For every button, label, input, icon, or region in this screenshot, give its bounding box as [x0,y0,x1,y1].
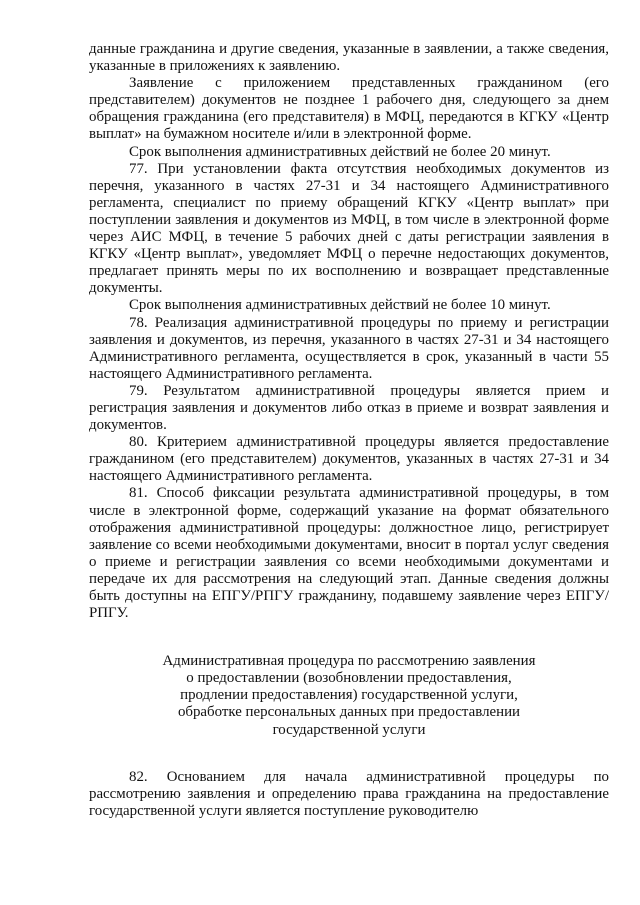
section-heading-line: Административная процедура по рассмотрению заявления [162,653,536,670]
paragraph-77: 77. При установлении факта отсутствия необходимых документов из перечня, указанного в частях 27-31 и 34 настоящего Административного регламента, специалист по приему обращений КГКУ «Центр выплат» при поступлении заявления и документов из МФЦ, в том числе в электронной форме через АИС МФЦ, в течение 5 рабочих дней с даты регистрации заявления в КГКУ «Центр выплат», уведомляет МФЦ о перечне недостающих документов, предлагает принять меры по их восполнению и возвращает представленные документы. [89,160,609,297]
section-heading-line: обработке персональных данных при предоставлении [177,704,521,721]
section-heading-line: о предоставлении (возобновлении предоставления, [186,670,512,687]
section-heading-line: государственной услуги [272,721,426,738]
paragraph-continuation: данные гражданина и другие сведения, указанные в заявлении, а также сведения, указанные в приложениях к заявлению. [89,41,609,75]
paragraph-term-20-minutes: Срок выполнения административных действий не более 20 минут. [129,143,551,160]
paragraph-82: 82. Основанием для начала административной процедуры по рассмотрению заявления и определению права гражданина на предоставление государственной услуги является поступление руководителю [89,768,609,819]
section-heading-line: продлении предоставления) государственной услуги, [180,687,518,704]
paragraph-79: 79. Результатом административной процедуры является прием и регистрация заявления и документов либо отказ в приеме и возврат заявления и документов. [89,382,609,434]
paragraph-78: 78. Реализация административной процедуры по приему и регистрации заявления и документов, из перечня, указанного в частях 27-31 и 34 настоящего Административного регламента, осуществляется в срок, указанный в части 55 настоящего Административного регламента. [89,314,609,382]
document-page [89,41,609,820]
paragraph-transfer-to-center: Заявление с приложением представленных гражданином (его представителем) документов не позднее 1 рабочего дня, следующего за днем обращения гражданина (его представителя) в МФЦ, передаются в КГКУ «Центр выплат» на бумажном носителе и/или в электронной форме. [89,75,609,143]
paragraph-80: 80. Критерием административной процедуры является предоставление гражданином (его представителем) документов, указанных в частях 27-31 и 34 настоящего Административного регламента. [89,434,609,485]
section-heading [89,653,609,738]
paragraph-81: 81. Способ фиксации результата административной процедуры, в том числе в электронной форме, содержащий указание на формат обязательного отображения административной процедуры: должностное лицо, регистрирует заявление со всеми необходимыми документами, вносит в портал услуг сведения о приеме и регистрации заявления со всеми необходимыми документами и передаче их для рассмотрения на следующий этап. Данные сведения должны быть доступны на ЕПГУ/РПГУ гражданину, подавшему заявление через ЕПГУ/РПГУ. [89,485,609,622]
paragraph-term-10-minutes: Срок выполнения административных действий не более 10 минут. [129,297,551,314]
